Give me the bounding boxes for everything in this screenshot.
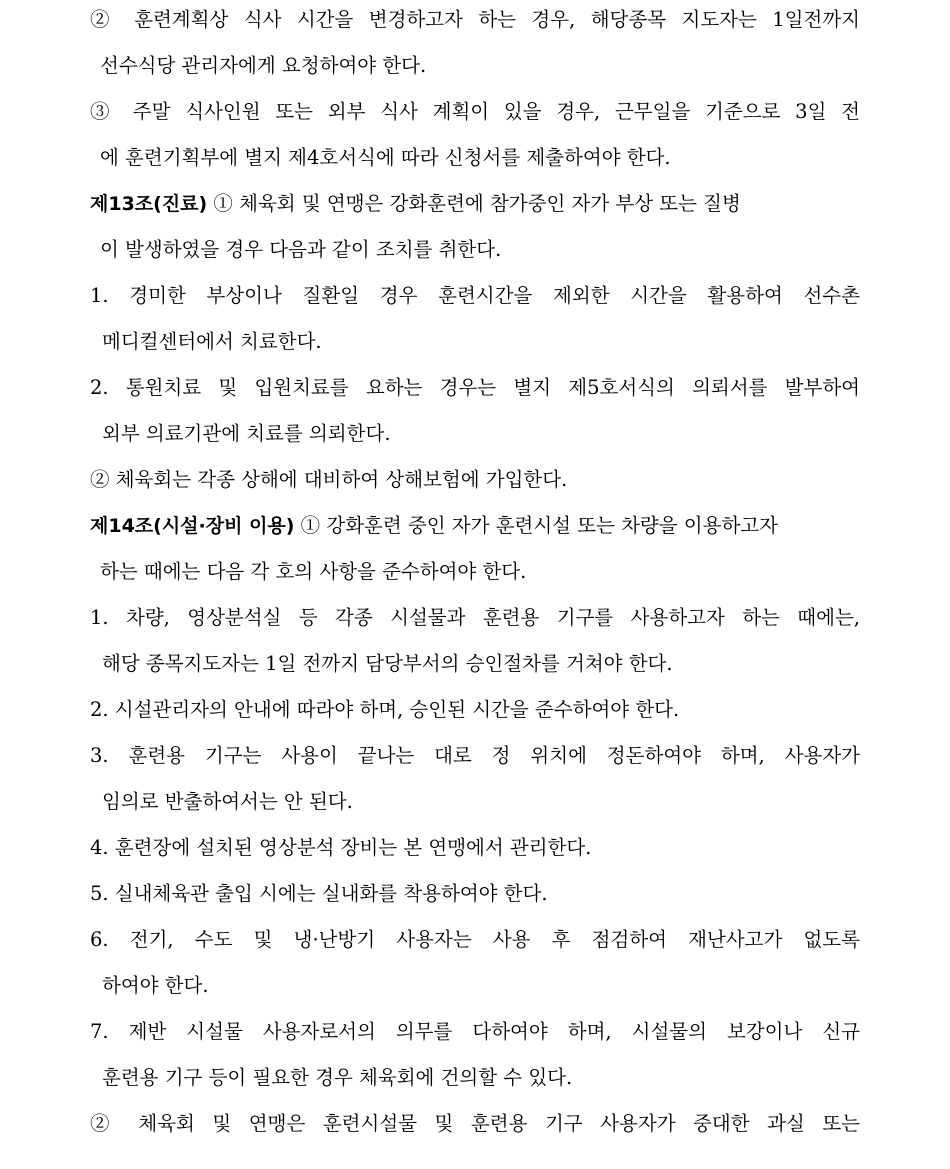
art14-item7-line1: 7. 제반 시설물 사용자로서의 의무를 다하여야 하며, 시설물의 보강이나 신규 xyxy=(90,1020,860,1043)
art13-para1-line1 xyxy=(90,184,860,224)
art14-para1-text: ① 강화훈련 중인 자가 훈련시설 또는 차량을 이용하고자 xyxy=(294,514,778,537)
art13-item2-line1: 2. 통원치료 및 입원치료를 요하는 경우는 별지 제5호서식의 의뢰서를 발부하여 xyxy=(90,376,860,399)
art14-item6-line1: 6. 전기, 수도 및 냉·난방기 사용자는 사용 후 점검하여 재난사고가 없도록 xyxy=(90,928,860,951)
art13-heading: 제13조(진료) xyxy=(90,193,208,215)
art13-para2: ② 체육회는 각종 상해에 대비하여 상해보험에 가입한다. xyxy=(90,468,568,491)
art14-item2: 2. 시설관리자의 안내에 따라야 하며, 승인된 시간을 준수하여야 한다. xyxy=(90,698,680,721)
art12-para3-line2: 에 훈련기획부에 별지 제4호서식에 따라 신청서를 제출하여야 한다. xyxy=(100,146,671,169)
art14-para1-line2: 하는 때에는 다음 각 호의 사항을 준수하여야 한다. xyxy=(100,560,527,583)
art13-item2-line2: 외부 의료기관에 치료를 의뢰한다. xyxy=(102,422,391,445)
art14-item4: 4. 훈련장에 설치된 영상분석 장비는 본 연맹에서 관리한다. xyxy=(90,836,592,859)
art14-item1-line1: 1. 차량, 영상분석실 등 각종 시설물과 훈련용 기구를 사용하고자 하는 때에는, xyxy=(90,606,860,629)
art12-para3-line1: ③ 주말 식사인원 또는 외부 식사 계획이 있을 경우, 근무일을 기준으로 3일 전 xyxy=(90,100,860,123)
art13-item1-line1: 1. 경미한 부상이나 질환일 경우 훈련시간을 제외한 시간을 활용하여 선수촌 xyxy=(90,284,860,307)
art12-para2-line1: ② 훈련계획상 식사 시간을 변경하고자 하는 경우, 해당종목 지도자는 1일전까지 xyxy=(90,8,860,31)
art14-item3-line1: 3. 훈련용 기구는 사용이 끝나는 대로 정 위치에 정돈하여야 하며, 사용자가 xyxy=(90,744,860,767)
art14-item6-line2: 하여야 한다. xyxy=(102,974,209,997)
art14-para1-line1 xyxy=(90,506,860,546)
art14-item5: 5. 실내체육관 출입 시에는 실내화를 착용하여야 한다. xyxy=(90,882,548,905)
art13-para1-text: ① 체육회 및 연맹은 강화훈련에 참가중인 자가 부상 또는 질병 xyxy=(207,192,741,215)
art14-item1-line2: 해당 종목지도자는 1일 전까지 담당부서의 승인절차를 거쳐야 한다. xyxy=(102,652,673,675)
art12-para2-line2: 선수식당 관리자에게 요청하여야 한다. xyxy=(100,54,427,77)
art14-item7-line2: 훈련용 기구 등이 필요한 경우 체육회에 건의할 수 있다. xyxy=(102,1066,573,1089)
art13-para1-line2: 이 발생하였을 경우 다음과 같이 조치를 취한다. xyxy=(100,238,502,261)
art14-para2-line1: ② 체육회 및 연맹은 훈련시설물 및 훈련용 기구 사용자가 중대한 과실 또는 xyxy=(90,1112,860,1135)
art13-item1-line2: 메디컬센터에서 치료한다. xyxy=(102,330,322,353)
art14-heading: 제14조(시설·장비 이용) xyxy=(90,515,295,537)
art14-item3-line2: 임의로 반출하여서는 안 된다. xyxy=(102,790,353,813)
